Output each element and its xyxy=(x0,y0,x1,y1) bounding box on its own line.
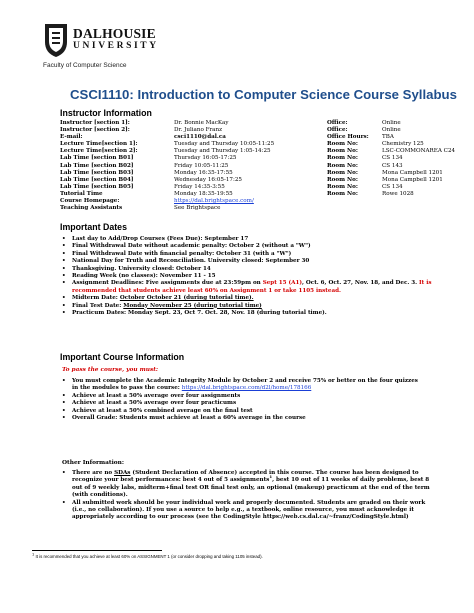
course-info-heading: Important Course Information xyxy=(60,352,185,362)
dalhousie-logo xyxy=(43,22,173,84)
pass-requirements-list xyxy=(62,378,442,422)
list-item: • There are no SDAs (Student Declaration of Absence) accepted in this course. The course has been designed to xyxy=(62,470,442,477)
to-pass-label: To pass the course, you must: xyxy=(62,367,159,373)
sda-term: SDAs xyxy=(114,470,131,476)
integrity-module-link[interactable]: https://dal.brightspace.com/d2l/home/178166 xyxy=(181,385,312,392)
list-item-continued: (with conditions). xyxy=(72,492,128,499)
list-item: • All submitted work should be your individual work and properly documented. Students are graded on their work xyxy=(62,500,442,507)
list-item-continued: out of 9 weekly labs, midterm+final test OR final test only, an optional (makeup) practicum at the end of the term xyxy=(72,484,430,491)
info-row: Instructor [section 2]: Dr. Juliano Franz Office: Online xyxy=(60,127,401,134)
deadline-highlight: Sept 15 (A1) xyxy=(262,280,303,287)
info-row: Lab Time [section B02] Friday 10:05-11:25 Room No: CS 143 xyxy=(60,162,403,169)
info-row: Lab Time [section B01] Thursday 16:05-17:25 Room No: CS 134 xyxy=(60,155,403,162)
list-item: • Practicum Dates: Monday Sept. 23, Oct 7. Oct. 28, Nov. 18 (during tutorial time). xyxy=(62,310,442,317)
list-item: • Achieve at least a 50% average over four practicums xyxy=(62,400,442,407)
info-row: E-mail: csci1110@dal.ca Office Hours: TBA xyxy=(60,134,394,141)
faculty-name: Faculty of Computer Science xyxy=(43,62,127,69)
dates-heading: Important Dates xyxy=(60,222,127,232)
info-row: Lab Time [section B05] Friday 14:35-3:55 Room No: CS 134 xyxy=(60,183,403,190)
page-title: CSCI1110: Introduction to Computer Science Course Syllabus xyxy=(70,87,457,102)
important-dates-list xyxy=(62,236,442,317)
list-item: • National Day for Truth and Reconciliation. University closed: September 30 xyxy=(62,258,442,265)
email-link[interactable]: csci1110@dal.ca xyxy=(174,134,226,141)
university-crest-icon xyxy=(43,22,69,58)
list-item-continued: appropriately according to our process (see the CodingStyle https://web.cs.dal.ca/~franz/CodingStyle.html) xyxy=(72,514,409,521)
info-row: Lecture Time[section 2]: Tuesday and Thursday 1:05-14:25 Room No: LSC-COMMONAREA C24 xyxy=(60,148,456,155)
logo-university: UNIVERSITY xyxy=(73,41,159,51)
footnote-divider xyxy=(32,550,162,551)
list-item: • Assignment Deadlines: Five assignments due at 23:59pm on Sept 15 (A1), Oct. 6, Oct. 27, Nov. 18, and Dec. 3. It is xyxy=(62,280,442,287)
info-row: Course Homepage: https://dal.brightspace.com/ xyxy=(60,198,254,205)
course-homepage-link[interactable]: https://dal.brightspace.com/ xyxy=(174,198,254,205)
list-item: • Final Withdrawal Date without academic penalty: October 2 (without a "W") xyxy=(62,243,442,250)
logo-wordmark: DALHOUSIE xyxy=(73,26,156,41)
list-item: • Thanksgiving. University closed: October 14 xyxy=(62,266,442,273)
footnote: $^1$ It is recommended that you achieve at least 60% on ASSIGNMENT 1 (or consider dropping and taking 1105 instead). xyxy=(32,551,263,559)
instructor-heading: Instructor Information xyxy=(60,108,152,118)
instructor-info-table xyxy=(60,120,456,212)
list-item: • Achieve at least a 50% combined average on the final test xyxy=(62,408,442,415)
info-row: Tutorial Time Monday 18:35-19:55 Room No: Rowe 1028 xyxy=(60,190,414,197)
list-item: • Last day to Add/Drop Courses (Fees Due): September 17 xyxy=(62,236,442,243)
info-row: Lab Time [section B04] Wednesday 16:05-17:25 Room No: Mona Campbell 1201 xyxy=(60,176,443,183)
info-row: Lab Time [section B03] Monday 16:35-17:55 Room No: Mona Campbell 1201 xyxy=(60,169,443,176)
list-item: • You must complete the Academic Integrity Module by October 2 and receive 75% or better on the four quizzes xyxy=(62,378,442,385)
list-item-continued: (i.e., no collaboration). If you use a source to help e.g., a textbook, online resource, you must acknowledge it xyxy=(72,507,414,514)
list-item: • Reading Week (no classes): November 11 - 15 xyxy=(62,273,442,280)
info-row: Lecture Time[section 1]: Tuesday and Thursday 10:05-11:25 Room No: Chemistry 125 xyxy=(60,141,424,148)
info-row: Instructor [section 1]: Dr. Bonnie MacKay Office: Online xyxy=(60,120,401,126)
info-row: Teaching Assistants See Brightspace xyxy=(60,205,221,212)
assignment-note: recommended that students achieve least 60% on Assignment 1 or take 1105 instead. xyxy=(72,287,341,294)
list-item: • Final Withdrawal Date with financial penalty: October 31 (with a "W") xyxy=(62,251,442,258)
list-item-continued: recognize your best performances: best 4 out of 5 assignments$^1$, best 10 out of 11 weeks of daily problems, best 8 xyxy=(72,474,430,484)
list-item: • Overall Grade: Students must achieve at least a 60% average in the course xyxy=(62,415,442,422)
list-item: • Achieve at least a 50% average over four assignments xyxy=(62,393,442,400)
list-item: • Midterm Date: October October 21 (during tutorial time). xyxy=(62,295,442,302)
other-info-heading: Other Information: xyxy=(62,460,125,466)
list-item: • Final Test Date: Monday November 25 (during tutorial time) xyxy=(62,303,442,310)
list-item-continued: in the modules to pass the course: https://dal.brightspace.com/d2l/home/178166 xyxy=(72,385,312,392)
other-info-list xyxy=(62,470,442,522)
